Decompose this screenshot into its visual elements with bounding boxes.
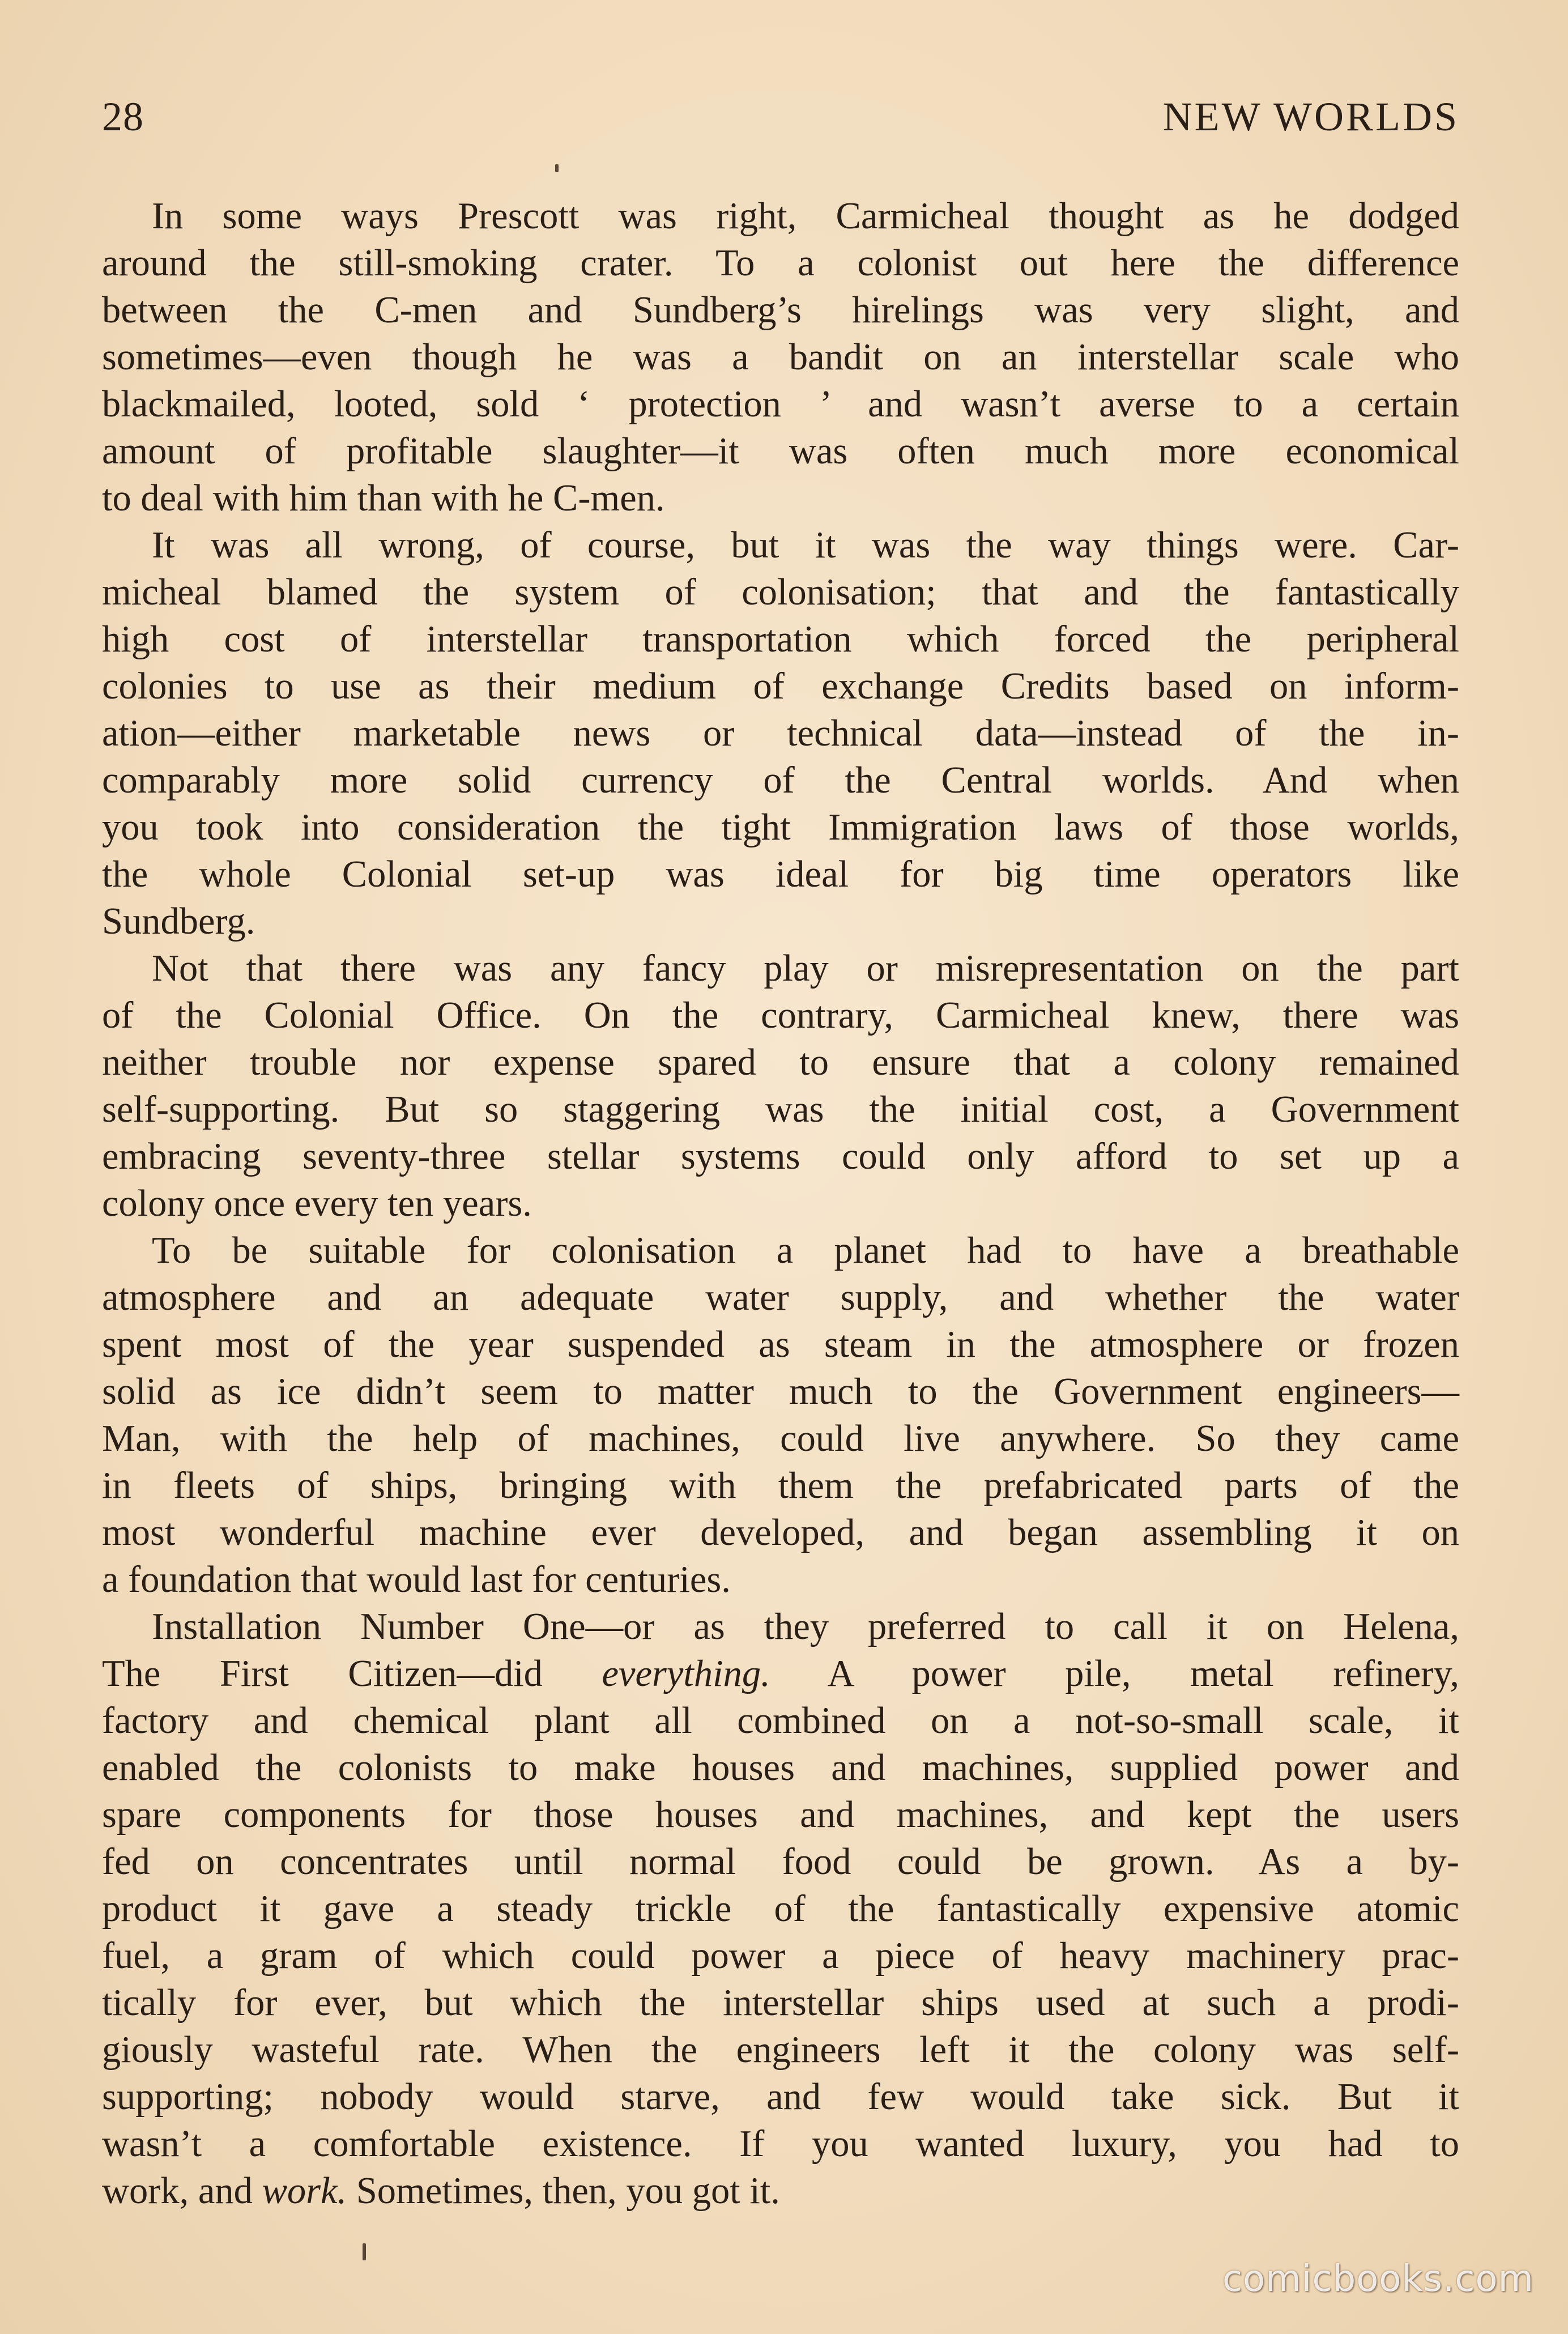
- text-line: of the Colonial Office. On the contrary, Carmicheal knew, there was: [102, 995, 1459, 1036]
- paragraph-5: [102, 1603, 1459, 2214]
- text-line: around the still-smoking crater. To a colonist out here the difference: [102, 242, 1459, 284]
- page-number: 28: [102, 94, 144, 139]
- running-title: NEW WORLDS: [1162, 94, 1459, 139]
- text-line: most wonderful machine ever developed, and began assembling it on: [102, 1512, 1459, 1553]
- paragraph-2: [102, 522, 1459, 945]
- text-line: colony once every ten years.: [102, 1183, 532, 1224]
- text-line: [102, 1650, 1459, 1697]
- text-line: Not that there was any fancy play or misrepresentation on the part: [152, 948, 1459, 989]
- text-line: amount of profitable slaughter—it was often much more economical: [102, 431, 1459, 472]
- text-line: Man, with the help of machines, could live anywhere. So they came: [102, 1418, 1459, 1459]
- text-line: Sundberg.: [102, 901, 255, 942]
- text-line: micheal blamed the system of colonisation; that and the fantastically: [102, 572, 1459, 613]
- text-line: blackmailed, looted, sold ‘ protection ’ and wasn’t averse to a certain: [102, 384, 1459, 425]
- text-line: a foundation that would last for centuries.: [102, 1559, 731, 1600]
- text-fragment: Sometimes, then, you got it.: [347, 2170, 780, 2212]
- text-line: colonies to use as their medium of exchange Credits based on inform-: [102, 666, 1459, 707]
- text-line: [102, 2167, 1459, 2214]
- text-line: In some ways Prescott was right, Carmicheal thought as he dodged: [152, 195, 1459, 237]
- text-line: factory and chemical plant all combined on a not-so-small scale, it: [102, 1700, 1459, 1741]
- text-line: comparably more solid currency of the Central worlds. And when: [102, 760, 1459, 801]
- watermark: comicbooks.com: [1222, 2258, 1534, 2300]
- text-line: tically for ever, but which the interstellar ships used at such a prodi-: [102, 1982, 1459, 2024]
- body-text: [102, 193, 1459, 2214]
- text-line: supporting; nobody would starve, and few would take sick. But it: [102, 2076, 1459, 2118]
- text-line: atmosphere and an adequate water supply, and whether the water: [102, 1277, 1459, 1318]
- text-line: self-supporting. But so staggering was the initial cost, a Government: [102, 1089, 1459, 1130]
- text-line: enabled the colonists to make houses and machines, supplied power and: [102, 1747, 1459, 1788]
- text-line: to deal with him than with he C-men.: [102, 478, 665, 519]
- text-line: wasn’t a comfortable existence. If you wanted luxury, you had to: [102, 2123, 1459, 2165]
- text-line: spent most of the year suspended as steam in the atmosphere or frozen: [102, 1324, 1459, 1365]
- text-line: solid as ice didn’t seem to matter much to the Government engineers—: [102, 1371, 1459, 1412]
- text-line: high cost of interstellar transportation which forced the peripheral: [102, 619, 1459, 660]
- text-line: To be suitable for colonisation a planet had to have a breathable: [152, 1230, 1459, 1271]
- text-line: embracing seventy-three stellar systems could only afford to set up a: [102, 1136, 1459, 1177]
- text-fragment: A power pile, metal refinery,: [770, 1653, 1460, 1694]
- text-line: in fleets of ships, bringing with them the prefabricated parts of the: [102, 1465, 1459, 1506]
- ink-speck: [363, 2243, 366, 2260]
- text-line: the whole Colonial set-up was ideal for big time operators like: [102, 854, 1459, 895]
- text-line: ation—either marketable news or technical data—instead of the in-: [102, 713, 1459, 754]
- paragraph-3: [102, 945, 1459, 1227]
- paragraph-4: [102, 1227, 1459, 1603]
- emphasis-text: everything.: [602, 1653, 770, 1694]
- text-line: between the C-men and Sundberg’s hirelings was very slight, and: [102, 289, 1459, 331]
- text-line: giously wasteful rate. When the engineers left it the colony was self-: [102, 2029, 1459, 2071]
- emphasis-text: work.: [262, 2170, 347, 2212]
- page-header: [102, 93, 1459, 167]
- text-line: neither trouble nor expense spared to ensure that a colony remained: [102, 1042, 1459, 1083]
- text-line: It was all wrong, of course, but it was the way things were. Car-: [152, 525, 1459, 566]
- text-line: fuel, a gram of which could power a piece of heavy machinery prac-: [102, 1935, 1459, 1977]
- text-line: product it gave a steady trickle of the fantastically expensive atomic: [102, 1888, 1459, 1930]
- text-line: Installation Number One—or as they preferred to call it on Helena,: [152, 1606, 1459, 1647]
- paragraph-1: [102, 193, 1459, 522]
- text-fragment: work, and: [102, 2170, 262, 2212]
- text-line: you took into consideration the tight Immigration laws of those worlds,: [102, 807, 1459, 848]
- text-fragment: The First Citizen—did: [102, 1653, 602, 1694]
- text-line: sometimes—even though he was a bandit on an interstellar scale who: [102, 337, 1459, 378]
- text-line: spare components for those houses and machines, and kept the users: [102, 1794, 1459, 1835]
- text-line: fed on concentrates until normal food could be grown. As a by-: [102, 1841, 1459, 1882]
- ink-speck: [555, 164, 559, 172]
